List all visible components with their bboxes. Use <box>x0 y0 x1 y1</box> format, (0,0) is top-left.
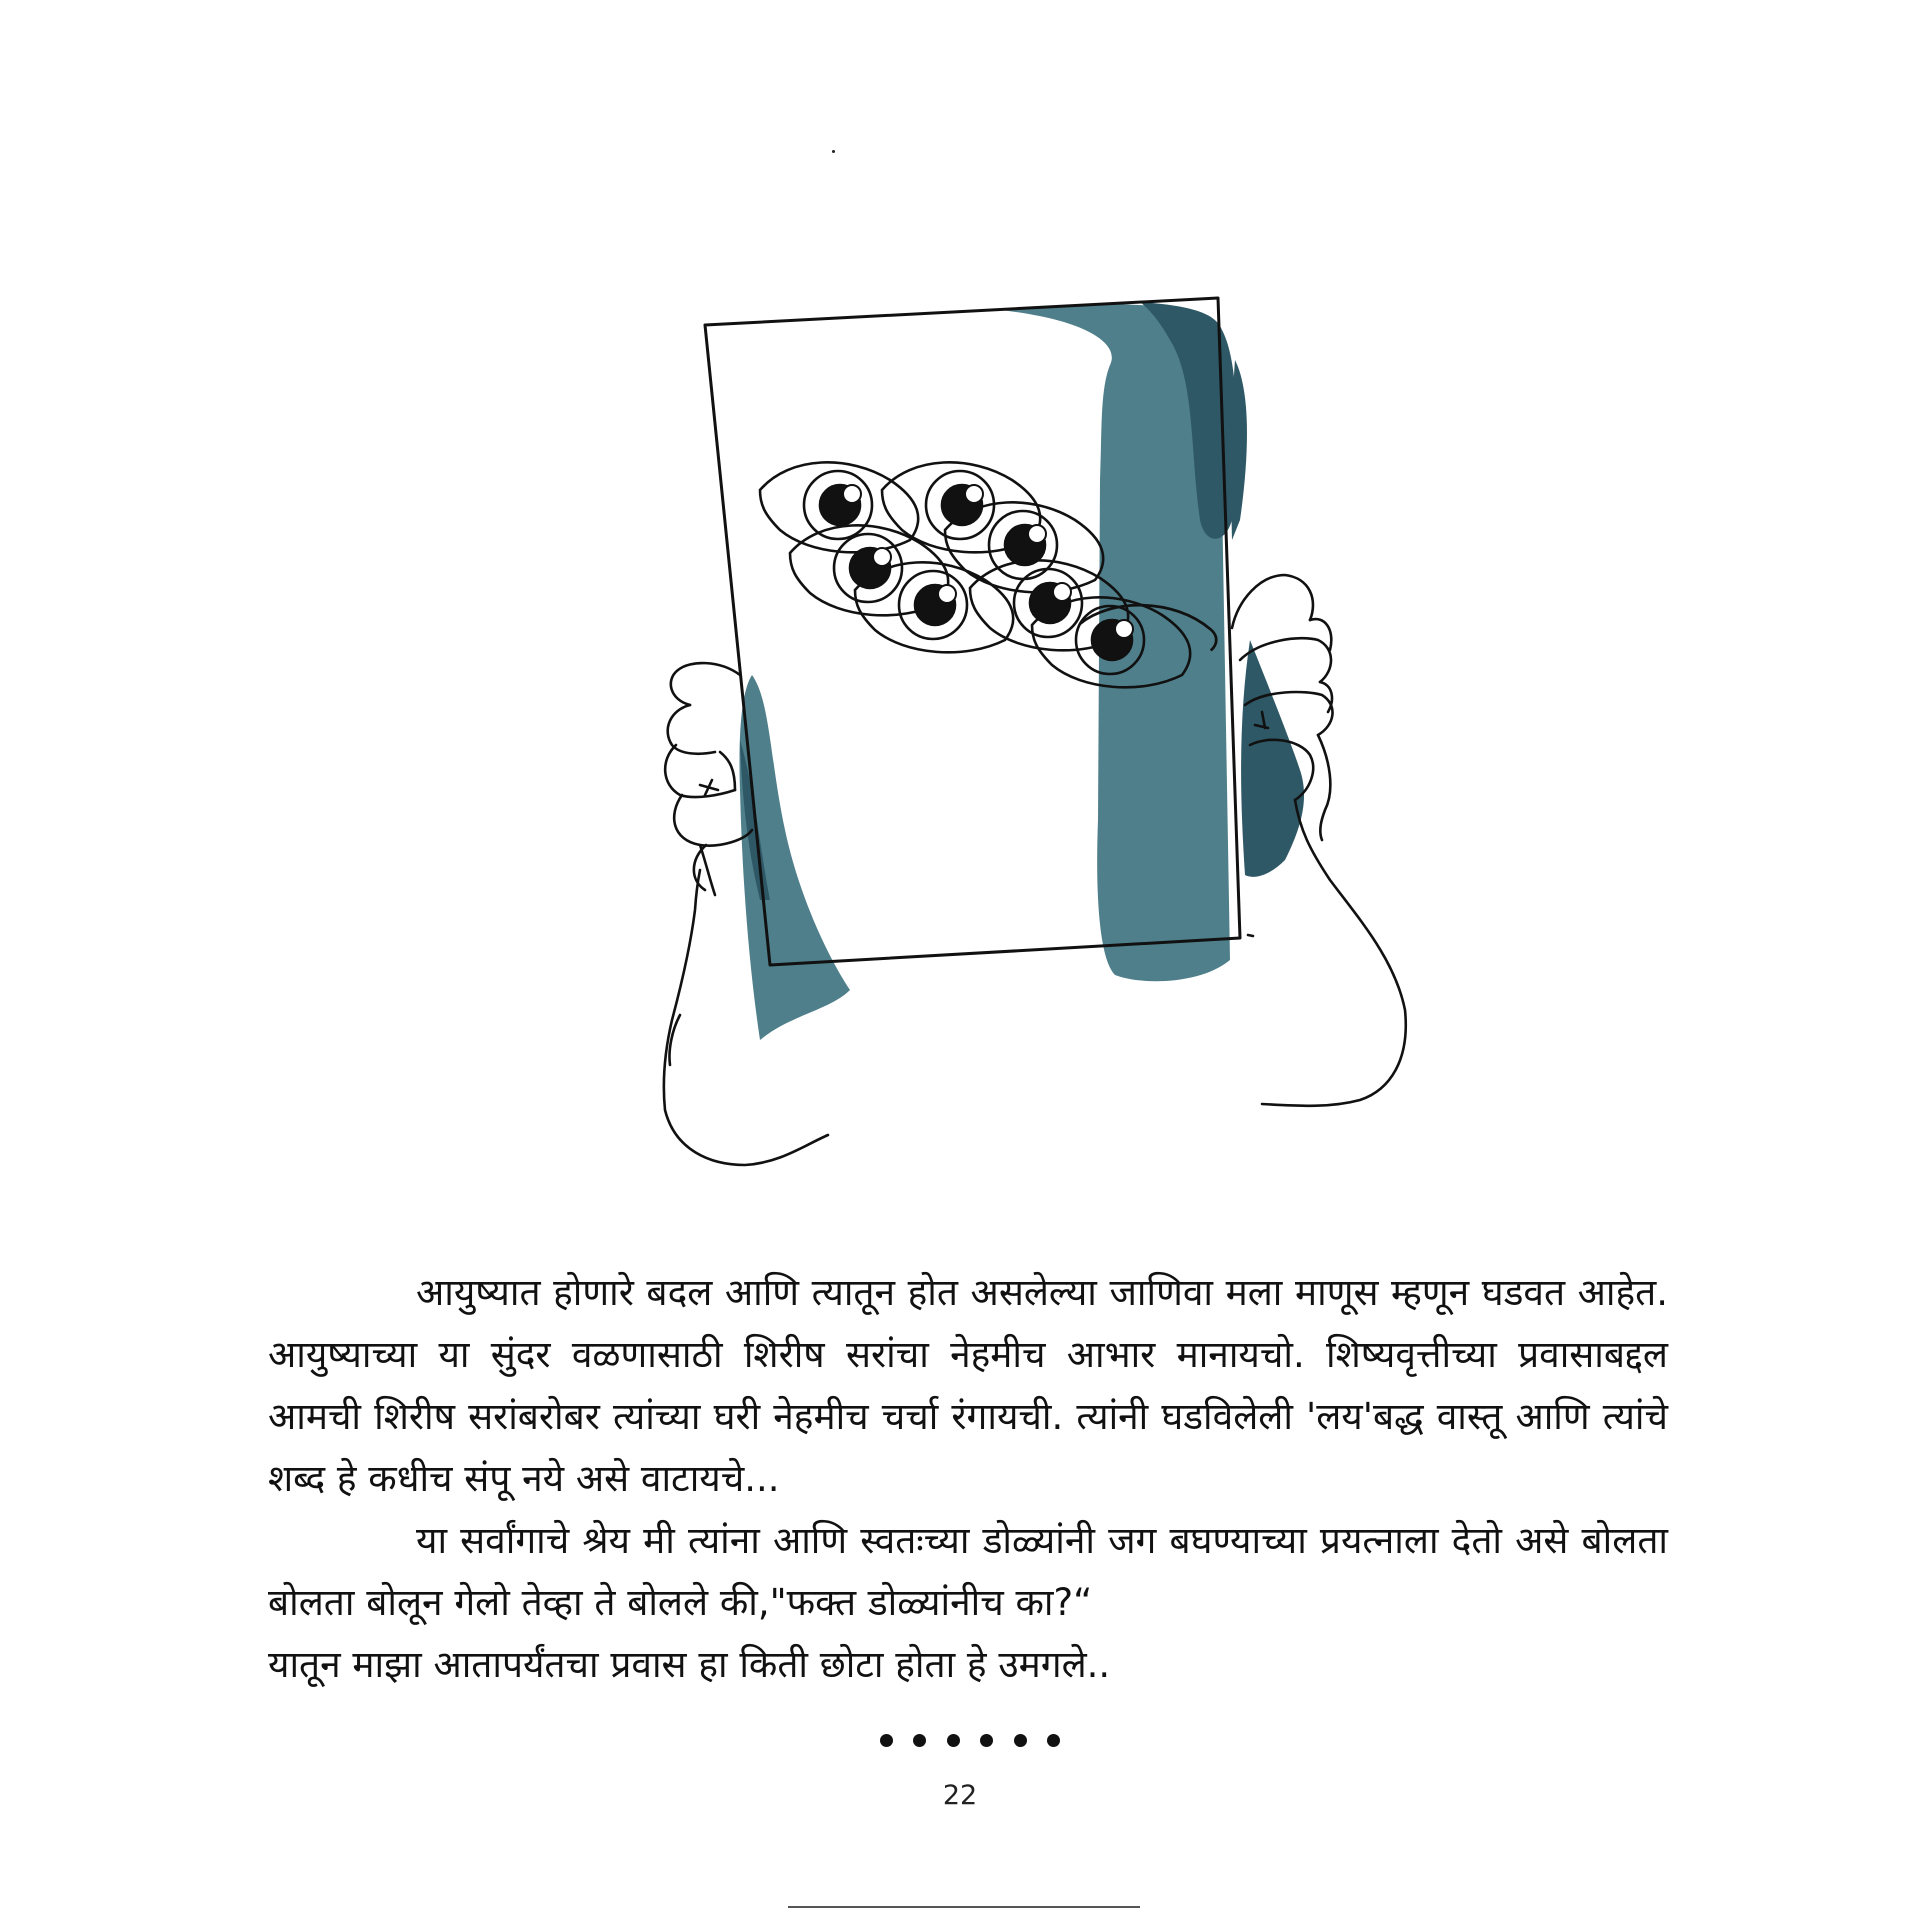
separator-dot <box>1047 1734 1060 1747</box>
separator-dot <box>980 1734 993 1747</box>
section-separator <box>880 1730 1060 1750</box>
page-number: 22 <box>942 1780 978 1811</box>
paragraph-2: या सर्वांगाचे श्रेय मी त्यांना आणि स्वतःच्या डोळ्यांनी जग बघण्याच्या प्रयत्नाला देतो असे बोलता बोलता बोलून गेलो तेव्हा ते बोलले की,"फक्त डोळ्यांनीच का?“ <box>268 1519 1668 1624</box>
separator-dot <box>880 1734 893 1747</box>
separator-dot <box>947 1734 960 1747</box>
eye-icon <box>760 462 918 552</box>
separator-dot <box>1014 1734 1027 1747</box>
paragraph-3: यातून माझा आतापर्यंतचा प्रवास हा किती छोटा होता हे उमगले.. <box>268 1643 1111 1686</box>
body-text <box>268 1262 1668 1696</box>
separator-dot <box>913 1734 926 1747</box>
footer-divider <box>788 1906 1140 1908</box>
teal-wash <box>740 302 1305 1040</box>
paragraph-1: आयुष्यात होणारे बदल आणि त्यातून होत असलेल्या जाणिवा मला माणूस म्हणून घडवत आहेत. आयुष्याच्या या सुंदर वळणासाठी शिरीष सरांचा नेहमीच आभार मानायचो. शिष्यवृत्तीच्या प्रवासाबद्दल आमची शिरीष सरांबरोबर त्यांच्या घरी नेहमीच चर्चा रंगायची. त्यांनी घडविलेली 'लय'बद्ध वास्तू आणि त्यांचे शब्द हे कधीच संपू नये असे वाटायचे... <box>268 1271 1668 1500</box>
